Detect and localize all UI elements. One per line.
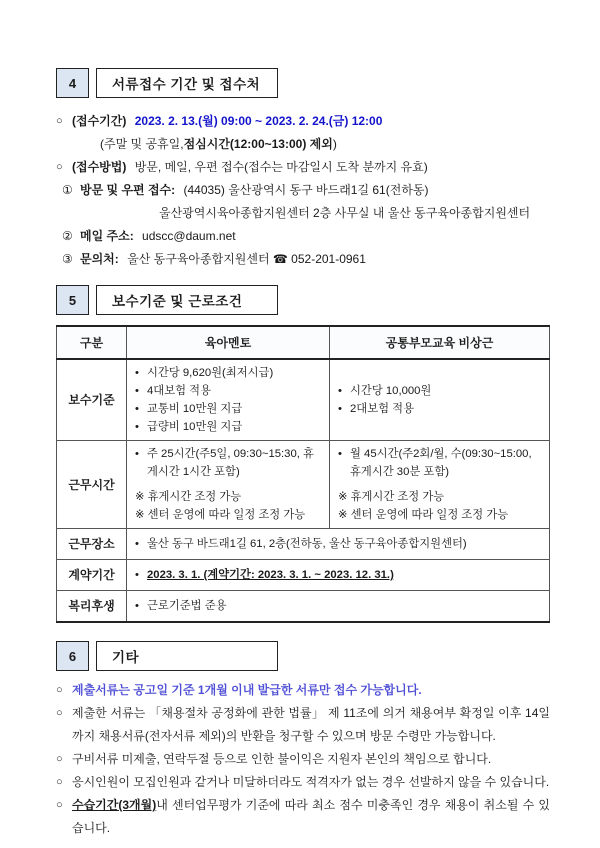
visit-post-address-cont [159,202,550,225]
circle-bullet-icon: ○ [56,707,63,719]
row-label-contract: 계약기간 [57,560,127,591]
note-pre: (주말 및 공휴일, [100,137,184,151]
visit-post-address-line2: 울산광역시육아종합지원센터 2층 사무실 내 울산 동구육아종합지원센터 [159,206,531,220]
notice-text: 응시인원이 모집인원과 같거나 미달하더라도 적격자가 없는 경우 선발하지 않을 수 있습니다. [72,775,550,789]
dot-bullet-icon: • [135,367,139,379]
row-label-pay: 보수기준 [57,359,127,441]
list-item: • 주 25시간(주5일, 09:30~15:30, 휴게시간 1시간 포함) [135,445,321,481]
numbered-marker-1: ① [62,183,73,197]
dot-bullet-icon: • [338,403,342,415]
section4-number-box: 4 [56,68,89,98]
list-item: • 2대보험 적용 [338,400,541,418]
note-line: ※ 센터 운영에 따라 일정 조정 가능 [338,509,509,521]
dot-bullet-icon: • [135,600,139,612]
hours-parent-cell [330,441,550,529]
receipt-period-value: 2023. 2. 13.(월) 09:00 ~ 2023. 2. 24.(금) 12:00 [134,114,383,128]
visit-post-line [56,179,550,202]
notice-item [56,771,550,794]
receipt-method-text: 방문, 메일, 우편 접수(접수는 마감일시 도착 분까지 유효) [134,160,428,174]
list-item: • 근로기준법 준용 [135,597,541,615]
table-row-welfare [57,591,550,623]
note-bold: 점심시간(12:00~13:00) 제외 [183,137,333,151]
col-header-category: 구분 [57,326,127,359]
hours-parent-notes [338,488,541,524]
circle-bullet-icon: ○ [56,115,63,127]
probation-period-emphasis: 수습기간(3개월) [72,798,157,812]
list-item: • 2023. 3. 1. (계약기간: 2023. 3. 1. ~ 2023. 12. 31.) [135,566,541,584]
section6-header [56,641,550,671]
circle-bullet-icon: ○ [56,161,63,173]
notice-item [56,679,550,702]
contract-cell [127,560,550,591]
list-item: • 4대보험 적용 [135,382,321,400]
dot-bullet-icon: • [135,569,139,581]
row-label-place: 근무장소 [57,529,127,560]
table-header-row [57,326,550,359]
row-label-hours: 근무시간 [57,441,127,529]
col-header-mentor: 육아멘토 [127,326,330,359]
circle-bullet-icon: ○ [56,753,63,765]
section4-header [56,68,550,98]
circle-bullet-icon: ○ [56,776,63,788]
email-line [56,225,550,248]
hours-mentor-cell [127,441,330,529]
dot-bullet-icon: • [135,538,139,550]
section6-title: 기타 [96,641,278,671]
numbered-marker-2: ② [62,229,73,243]
dot-bullet-icon: • [135,448,139,460]
note-line: ※ 휴게시간 조정 가능 [135,491,242,503]
notice-item [56,794,550,840]
note-line: ※ 휴게시간 조정 가능 [338,491,445,503]
email-label: 메일 주소: [80,229,134,243]
place-cell [127,529,550,560]
conditions-table [56,325,550,623]
notice-text-highlight: 제출서류는 공고일 기준 1개월 이내 발급한 서류만 접수 가능합니다. [72,683,422,697]
pay-mentor-cell [127,359,330,441]
dot-bullet-icon: • [338,448,342,460]
welfare-cell [127,591,550,623]
email-address: udscc@daum.net [142,229,236,243]
notice-text: 제출한 서류는 「채용절차 공정화에 관한 법률」 제 11조에 의거 채용여부 확정일 이후 14일 까지 채용서류(전자서류 제외)의 반환을 청구할 수 있으며 방문 수령만 가능합니다. [72,706,550,743]
section6-body [56,679,550,840]
list-item: • 급량비 10만원 지급 [135,418,321,436]
section4-title: 서류접수 기간 및 접수처 [96,68,278,98]
visit-post-label: 방문 및 우편 접수: [80,183,176,197]
receipt-method-line [56,156,550,179]
notice-item [56,702,550,748]
contact-label: 문의처: [80,252,119,266]
table-row-pay [57,359,550,441]
note-line: ※ 센터 운영에 따라 일정 조정 가능 [135,509,306,521]
list-item: • 울산 동구 바드래1길 61, 2층(전하동, 울산 동구육아종합지원센터) [135,535,541,553]
receipt-method-label: (접수방법) [72,160,127,174]
pay-parent-cell [330,359,550,441]
numbered-marker-3: ③ [62,252,73,266]
dot-bullet-icon: • [135,385,139,397]
dot-bullet-icon: • [135,403,139,415]
section4-body [56,110,550,271]
receipt-period-label: (접수기간) [72,114,127,128]
hours-mentor-notes [135,488,321,524]
visit-post-address: (44035) 울산광역시 동구 바드래1길 61(전하동) [183,183,429,197]
circle-bullet-icon: ○ [56,684,63,696]
receipt-period-note [100,133,550,156]
dot-bullet-icon: • [338,385,342,397]
list-item: • 교통비 10만원 지급 [135,400,321,418]
notice-item [56,748,550,771]
dot-bullet-icon: • [135,421,139,433]
table-row-contract [57,560,550,591]
notice-text: 구비서류 미제출, 연락두절 등으로 인한 불이익은 지원자 본인의 책임으로 합니다. [72,752,492,766]
list-item: • 월 45시간(주2회/월, 수(09:30~15:00, 휴게시간 30분 포함) [338,445,541,481]
contact-line [56,248,550,271]
note-post: ) [332,137,337,151]
section6-number-box: 6 [56,641,89,671]
section5-header [56,285,550,315]
section5-number-box: 5 [56,285,89,315]
receipt-period-line [56,110,550,133]
section5-title: 보수기준 및 근로조건 [96,285,278,315]
contact-phone: 울산 동구육아종합지원센터 ☎ 052-201-0961 [127,252,366,266]
table-row-hours [57,441,550,529]
list-item: • 시간당 9,620원(최저시급) [135,364,321,382]
notice-text: 수습기간(3개월)내 센터업무평가 기준에 따라 최소 점수 미충족인 경우 채용이 취소될 수 있습니다. [72,798,550,835]
col-header-parent-edu: 공통부모교육 비상근 [330,326,550,359]
circle-bullet-icon: ○ [56,799,63,811]
row-label-welfare: 복리후생 [57,591,127,623]
table-row-place [57,529,550,560]
list-item: • 시간당 10,000원 [338,382,541,400]
